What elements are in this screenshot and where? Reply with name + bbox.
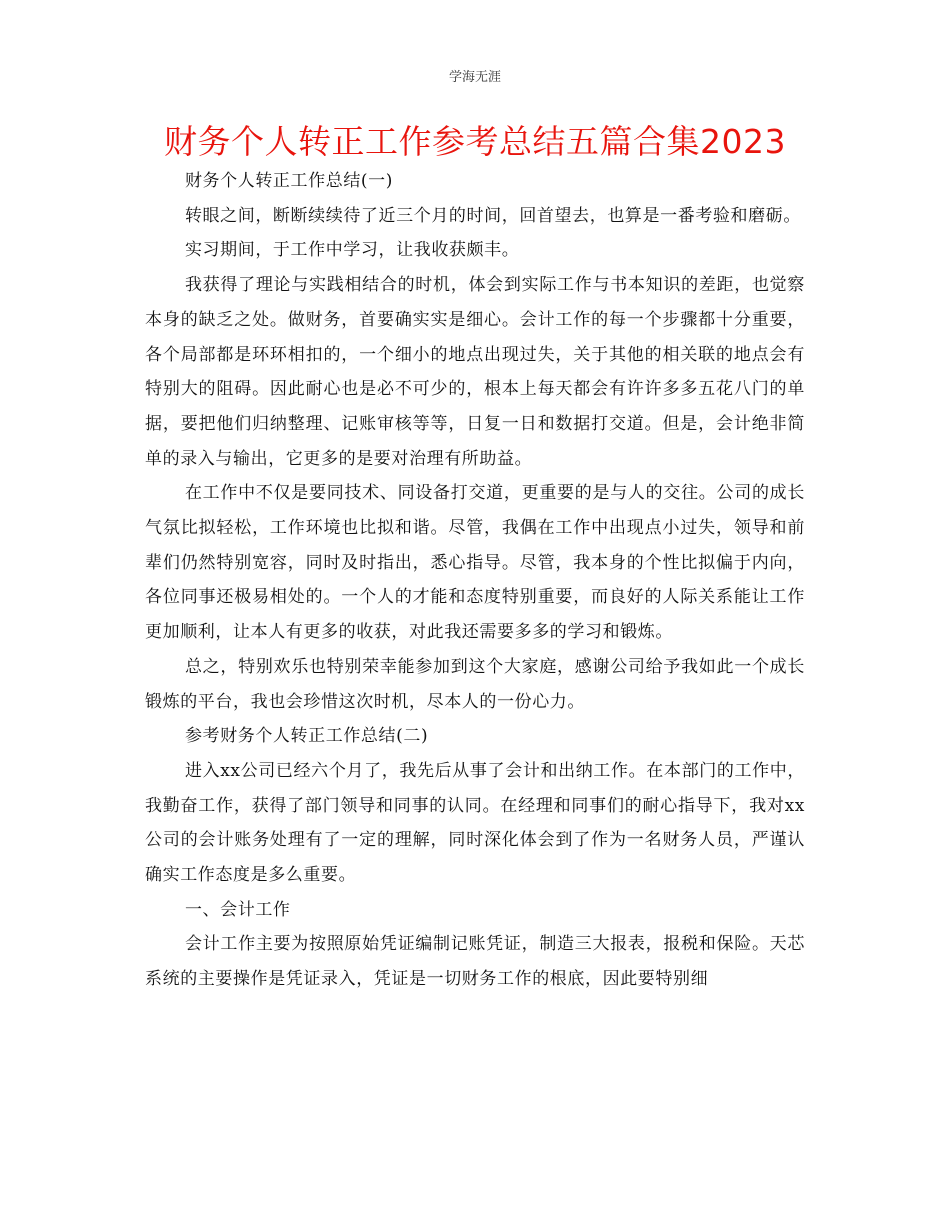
body-paragraph: 我获得了理论与实践相结合的时机，体会到实际工作与书本知识的差距，也觉察本身的缺乏之处。做财务，首要确实实是细心。会计工作的每一个步骤都十分重要，各个局部都是环环相扣的，一个细小的地点出现过失，关于其他的相关联的地点会有特别大的阻碍。因此耐心也是必不可少的，根本上每天都会有许许多多五花八门的单据，要把他们归纳整理、记账审核等等，日复一日和数据打交道。但是，会计绝非简单的录入与输出，它更多的是要对治理有所助益。 <box>145 275 805 469</box>
page-header: 学海无涯 <box>448 70 501 85</box>
body-paragraph: 在工作中不仅是要同技术、同设备打交道，更重要的是与人的交往。公司的成长气氛比拟轻松，工作环境也比拟和谐。尽管，我偶在工作中出现点小过失，领导和前辈们仍然特别宽容，同时及时指出，悉心指导。尽管，我本身的个性比拟偏于内向，各位同事还极易相处的。一个人的才能和态度特别重要，而良好的人际关系能让工作更加顺利，让本人有更多的收获，对此我还需要多多的学习和锻炼。 <box>145 483 805 643</box>
body-paragraph: 会计工作主要为按照原始凭证编制记账凭证，制造三大报表，报税和保险。天芯系统的主要操作是凭证录入，凭证是一切财务工作的根底，因此要特别细 <box>145 934 805 990</box>
document-title: 财务个人转正工作参考总结五篇合集2023 <box>164 122 786 161</box>
subsection-heading: 一、会计工作 <box>184 899 291 920</box>
body-paragraph: 转眼之间，断断续续待了近三个月的时间，回首望去，也算是一番考验和磨砺。 <box>184 205 801 226</box>
body-paragraph: 实习期间，于工作中学习，让我收获颇丰。 <box>184 240 520 261</box>
body-paragraph: 总之，特别欢乐也特别荣幸能参加到这个大家庭，感谢公司给予我如此一个成长锻炼的平台，我也会珍惜这次时机，尽本人的一份心力。 <box>145 656 805 712</box>
section-heading-1: 财务个人转正工作总结(一) <box>184 171 394 191</box>
document-body <box>145 164 805 997</box>
section-heading-2: 参考财务个人转正工作总结(二) <box>184 726 429 747</box>
body-paragraph: 进入xx公司已经六个月了，我先后从事了会计和出纳工作。在本部门的工作中，我勤奋工作，获得了部门领导和同事的认同。在经理和同事们的耐心指导下，我对xx公司的会计账务处理有了一定的理解，同时深化体会到了作为一名财务人员，严谨认确实工作态度是多么重要。 <box>145 760 805 886</box>
